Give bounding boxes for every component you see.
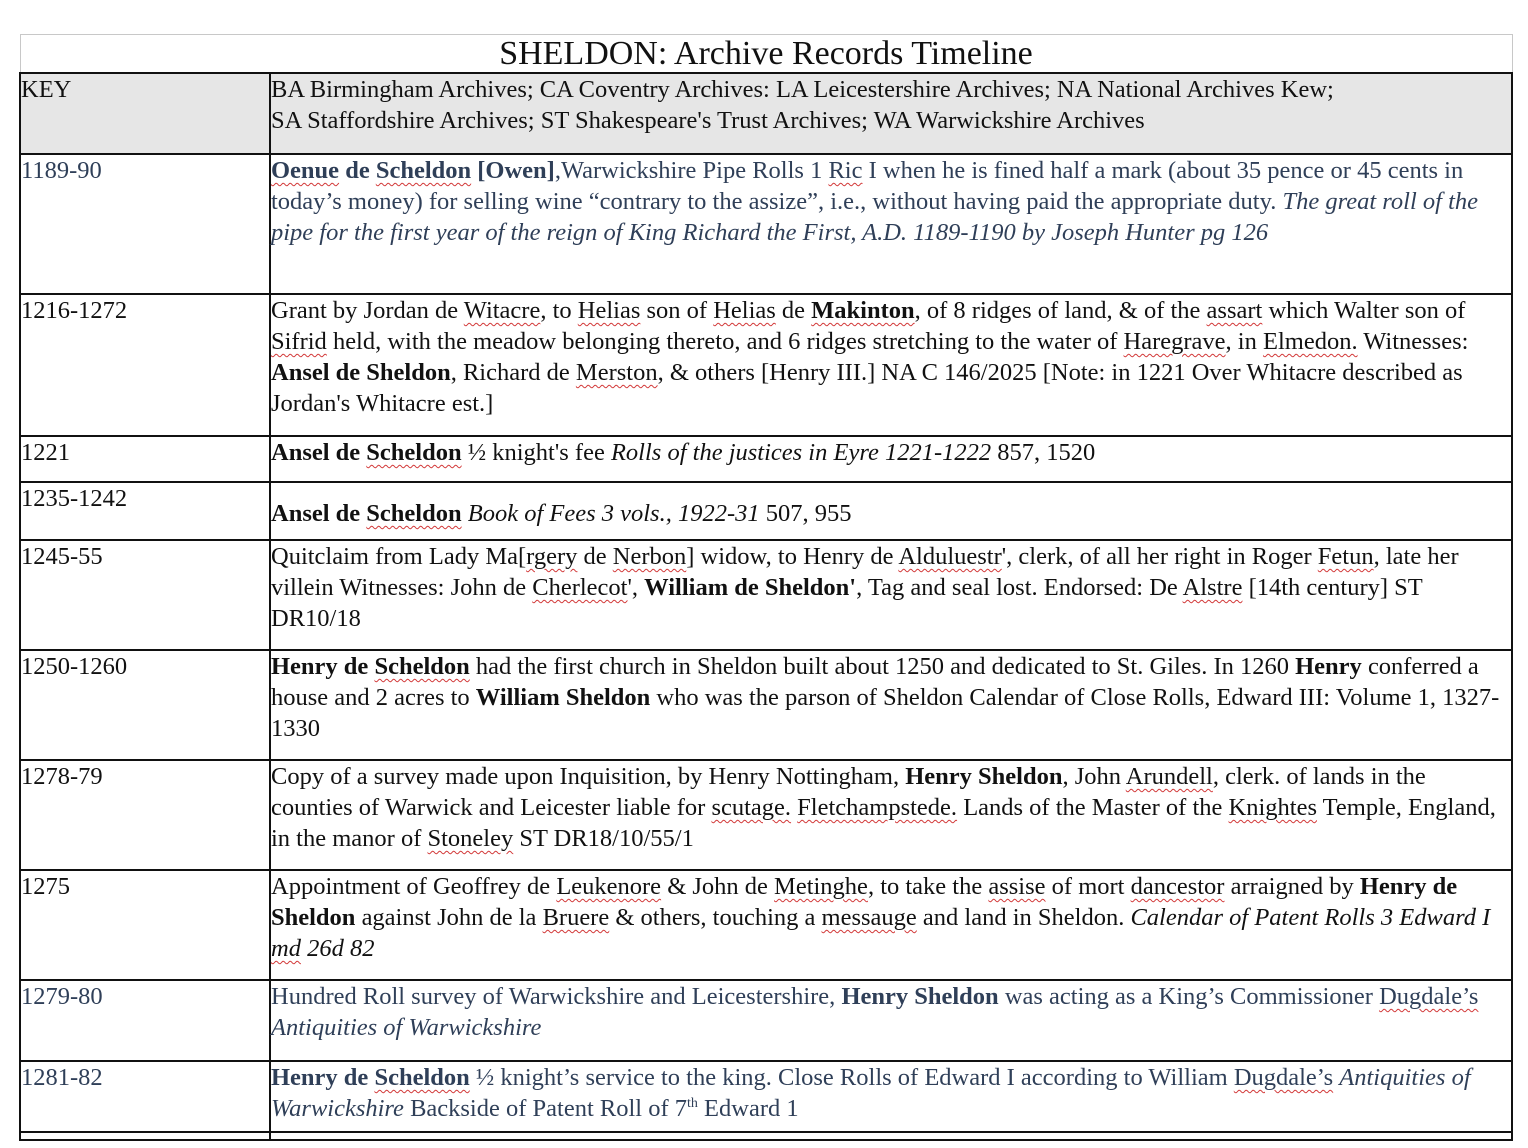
text-segment: held, with the meadow belonging thereto, and 6 ridges stretching to the water of [326,328,1124,355]
text-segment: Arundell [1125,763,1213,790]
table-row [20,540,1512,650]
text-segment: rgery [526,543,578,570]
text-segment: , to [540,297,578,324]
row-year: 1275 [20,870,270,980]
row-year: 1189-90 [20,154,270,294]
table-row [20,1061,1512,1132]
text-segment: th [687,1096,698,1111]
text-segment: , late her villein Witnesses: John de [271,543,1459,601]
text-segment: and land in Sheldon. [916,904,1131,931]
text-segment: Antiquities of Warwickshire [271,1064,1471,1122]
key-label: KEY [20,73,270,154]
text-segment: was acting as a King’s Commissioner [998,983,1380,1010]
text-segment: , Tag and seal lost. Endorsed: De [856,574,1183,601]
text-segment: William de Sheldon' [644,574,857,601]
text-segment: Appointment of Geoffrey de [271,873,557,900]
row-year: 1279-80 [20,980,270,1061]
text-segment: Fletchampstede. [797,794,958,821]
row-year: 1250-1260 [20,650,270,760]
row-description [270,870,1512,980]
truncated-description [270,1132,1512,1140]
text-segment: assise [988,873,1046,900]
text-segment: Hundred Roll survey of Warwickshire and Leicestershire, [271,983,842,1010]
text-segment: William Sheldon [475,684,651,711]
text-segment: dancestor [1130,873,1225,900]
row-description [270,540,1512,650]
text-segment: Backside of Patent Roll of 7 [403,1095,688,1122]
text-segment: , clerk. of lands in the counties of Warwick and Leicester liable for [271,763,1426,821]
key-line-1: BA Birmingham Archives; CA Coventry Archives: LA Leicestershire Archives; NA National Archives Kew; [271,76,1334,103]
key-line-2: SA Staffordshire Archives; ST Shakespeare's Trust Archives; WA Warwickshire Archives [271,107,1145,134]
table-row [20,870,1512,980]
text-segment: Ansel de [271,500,367,527]
text-segment: son of [640,297,714,324]
row-description [270,760,1512,870]
text-segment: ½ knight's fee [461,439,611,466]
text-segment: md [271,935,301,962]
text-segment: Scheldon [366,439,462,466]
text-segment: had the first church in Sheldon built about 1250 and dedicated to St. Giles. In 1260 [469,653,1296,680]
text-segment: Helias [713,297,776,324]
text-segment: Makinton [811,297,915,324]
text-segment: 26d 82 [300,935,375,962]
row-description [270,436,1512,482]
row-description [270,154,1512,294]
text-segment: conferred a house and 2 acres to [271,653,1479,711]
row-description [270,294,1512,436]
table-row [20,760,1512,870]
text-segment: ½ knight’s service to the king. Close Rolls of Edward I according to William [469,1064,1234,1091]
row-year: 1216-1272 [20,294,270,436]
text-segment: which Walter son of [1262,297,1466,324]
text-segment: ', clerk, of all her right in Roger [1001,543,1318,570]
text-segment: Elmedon. [1262,328,1358,355]
text-segment: Henry Sheldon [905,763,1063,790]
text-segment: , to take the [867,873,989,900]
document-page [19,34,1513,1141]
text-segment: Antiquities of Warwickshire [271,1014,542,1041]
text-segment: Scheldon [374,1064,470,1091]
text-segment: Henry de [271,1064,375,1091]
text-segment: ST DR18/10/55/1 [513,825,694,852]
row-year: 1245-55 [20,540,270,650]
text-segment: Temple, England, in the manor of [271,794,1496,852]
text-segment: Grant by Jordan de [271,297,464,324]
row-year: 1221 [20,436,270,482]
table-row [20,294,1512,436]
text-segment: messauge [821,904,917,931]
text-segment: Calendar of Patent Rolls 3 Edward I [1130,904,1491,931]
text-segment: Fetun [1317,543,1374,570]
text-segment: of mort [1045,873,1131,900]
text-segment: , John [1062,763,1126,790]
table-row [20,154,1512,294]
text-segment: [14th century] ST DR10/18 [271,574,1423,632]
text-segment: Cherlecot [532,574,628,601]
text-segment: ', [627,574,645,601]
text-segment: Stoneley [427,825,514,852]
text-segment: Haregrave [1123,328,1226,355]
text-segment: 507, 955 [759,500,852,527]
text-segment: , Richard de [450,359,576,386]
text-segment: Scheldon [375,157,472,184]
row-year: 1281-82 [20,1061,270,1132]
text-segment: Henry [1295,653,1362,680]
text-segment: Sifrid [271,328,327,355]
text-segment: Merston [575,359,658,386]
text-segment: Witnesses: [1357,328,1469,355]
table-row [20,650,1512,760]
text-segment: , in [1225,328,1263,355]
text-segment: , & others [Henry III.] NA C 146/2025 [Note: in 1221 Over Whitacre described as Jordan's Whitacre est.] [271,359,1463,417]
row-description [270,980,1512,1061]
text-segment: I when he is fined half a mark (about 35 pence or 45 cents in today’s money) for selling wine “contrary to the assize”, i.e., without having paid the appropriate duty. [271,157,1464,215]
text-segment: Alstre [1182,574,1243,601]
text-segment: & John de [661,873,775,900]
text-segment: assart [1206,297,1263,324]
text-segment: Henry de [271,653,375,680]
text-segment: ,Warwickshire Pipe Rolls 1 [554,157,829,184]
text-segment: Edward 1 [697,1095,799,1122]
table-row [20,436,1512,482]
timeline-table [19,34,1513,1141]
truncated-row [20,1132,1512,1140]
text-segment: Henry de Sheldon [271,873,1458,931]
truncated-year [20,1132,270,1140]
text-segment: Bruere [542,904,610,931]
text-segment: against John de la [355,904,543,931]
text-segment: Oenue [271,157,340,184]
text-segment: Ansel de [271,439,367,466]
text-segment: ] widow, to Henry de [686,543,899,570]
title-row [20,35,1512,74]
text-segment: Metinghe [774,873,868,900]
row-year: 1278-79 [20,760,270,870]
key-description [270,73,1512,154]
text-segment: Ric [828,157,863,184]
row-description [270,482,1512,540]
row-description [270,1061,1512,1132]
text-segment: Alduluestr [898,543,1002,570]
text-segment: Rolls of the justices in Eyre 1221-1222 [610,439,992,466]
text-segment: & others, touching a [609,904,822,931]
text-segment: Dugdale’s [1233,1064,1334,1091]
text-segment: arraigned by [1224,873,1360,900]
row-year: 1235-1242 [20,482,270,540]
text-segment: scutage. [711,794,792,821]
text-segment: de [577,543,613,570]
text-segment: The great roll of the pipe for the first year of the reign of King Richard the First, A.D. 1189-1190 by Joseph Hunter pg 126 [271,188,1479,246]
page-title: SHELDON: Archive Records Timeline [20,35,1512,74]
text-segment: , of 8 ridges of land, & of the [914,297,1207,324]
text-segment: Nerbon [612,543,687,570]
text-segment: Scheldon [374,653,470,680]
text-segment: Scheldon [366,500,462,527]
text-segment: 857, 1520 [991,439,1096,466]
text-segment: Helias [577,297,641,324]
text-segment: Henry Sheldon [841,983,999,1010]
text-segment: Leukenore [556,873,662,900]
text-segment: Quitclaim from Lady Ma[ [271,543,527,570]
text-segment: de [775,297,812,324]
row-description [270,650,1512,760]
table-row [20,980,1512,1061]
text-segment: Knightes [1228,794,1317,821]
text-segment: Witacre [463,297,541,324]
text-segment: who was the parson of Sheldon Calendar of Close Rolls, Edward III: Volume 1, 1327-1330 [271,684,1500,742]
key-row [20,73,1512,154]
text-segment: Ansel de Sheldon [271,359,451,386]
table-row [20,482,1512,540]
text-segment: Lands of the Master of the [957,794,1229,821]
text-segment: Book of Fees 3 vols., 1922-31 [461,500,760,527]
text-segment: Copy of a survey made upon Inquisition, by Henry Nottingham, [271,763,906,790]
text-segment: de [339,157,376,184]
text-segment: Dugdale’s [1379,983,1479,1010]
text-segment: [Owen] [471,157,555,184]
